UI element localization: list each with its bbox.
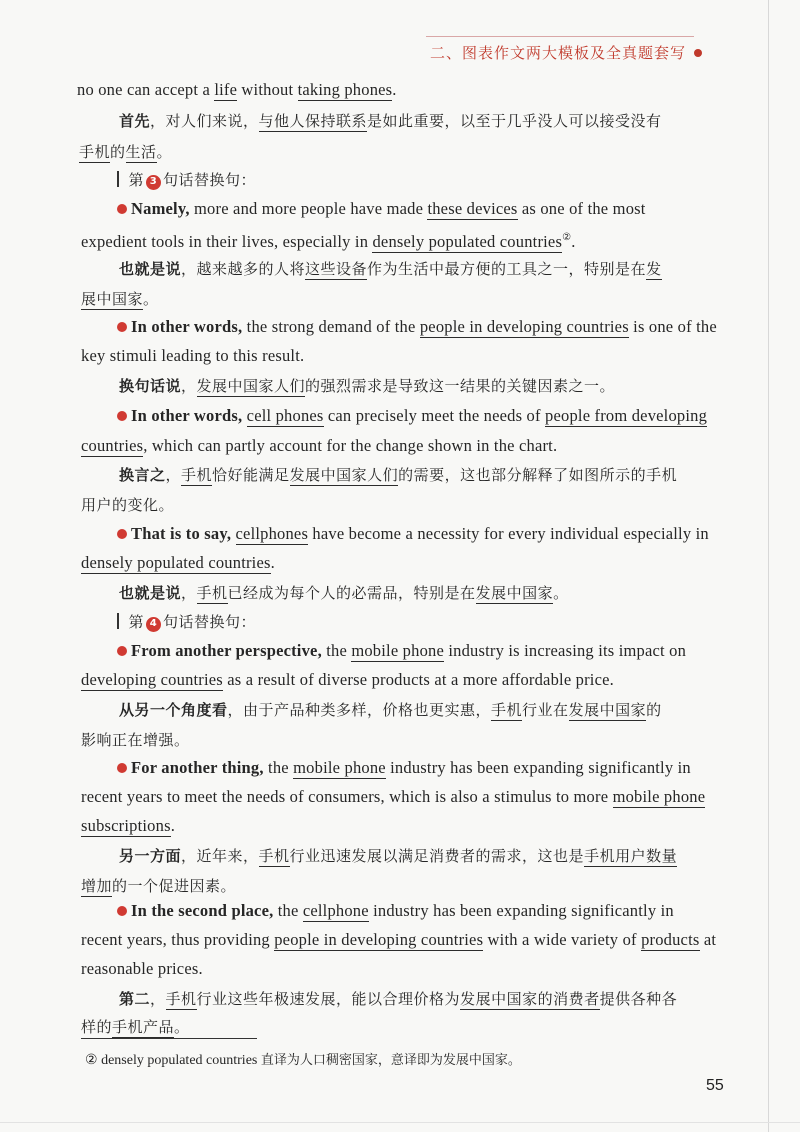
translation-line: 从另一个角度看，由于产品种类多样，价格也更实惠，手机行业在发展中国家的 — [119, 701, 662, 719]
bullet-icon — [117, 411, 127, 421]
text-line: countries, which can partly account for the change shown in the chart. — [81, 436, 558, 455]
text-line: reasonable prices. — [81, 959, 203, 978]
text-line: key stimuli leading to this result. — [81, 346, 305, 365]
page-edge — [768, 0, 769, 1132]
example-sentence: For another thing, the mobile phone industry has been expanding significantly in — [117, 757, 691, 779]
translation-line: 另一方面，近年来，手机行业迅速发展以满足消费者的需求，这也是手机用户数量 — [119, 847, 678, 865]
example-sentence: In the second place, the cellphone industry has been expanding significantly in — [117, 900, 674, 922]
section-bar-icon — [117, 171, 119, 187]
header-dot-icon — [694, 49, 702, 57]
example-sentence: From another perspective, the mobile phone industry is increasing its impact on — [117, 640, 686, 662]
translation-line: 影响正在增强。 — [81, 731, 190, 749]
translation-line: 换句话说，发展中国家人们的强烈需求是导致这一结果的关键因素之一。 — [119, 377, 616, 395]
translation-line: 展中国家。 — [81, 290, 159, 308]
page-bottom-edge — [0, 1122, 800, 1123]
bullet-icon — [117, 529, 127, 539]
example-sentence: In other words, cell phones can precisely meet the needs of people from developing — [117, 405, 707, 427]
text-line: subscriptions. — [81, 816, 176, 835]
translation-line: 首先，对人们来说，与他人保持联系是如此重要，以至于几乎没人可以接受没有 — [119, 112, 662, 130]
text-line: developing countries as a result of diverse products at a more affordable price. — [81, 670, 614, 689]
header-rule — [426, 36, 694, 37]
translation-line: 手机的生活。 — [79, 143, 173, 161]
footnote: ② densely populated countries 直译为人口稠密国家，意译即为发展中国家。 — [85, 1053, 521, 1068]
example-sentence: That is to say, cellphones have become a necessity for every individual especially in — [117, 523, 709, 545]
section-bar-icon — [117, 613, 119, 629]
bullet-icon — [117, 322, 127, 332]
example-sentence: Namely, more and more people have made these devices as one of the most — [117, 198, 646, 220]
translation-line: 换言之，手机恰好能满足发展中国家人们的需要，这也部分解释了如图所示的手机 — [119, 466, 678, 484]
translation-line: 第二，手机行业这些年极速发展，能以合理价格为发展中国家的消费者提供各种各 — [119, 990, 678, 1008]
footnote-ref: ② — [562, 232, 572, 243]
text-line: recent years to meet the needs of consumers, which is also a stimulus to more mobile phone — [81, 787, 706, 806]
header-title: 二、图表作文两大模板及全真题套写 — [429, 44, 686, 62]
number-circle-icon: 3 — [146, 175, 161, 190]
bullet-icon — [117, 646, 127, 656]
example-sentence: In other words, the strong demand of the people in developing countries is one of the — [117, 316, 717, 338]
text-line: recent years, thus providing people in developing countries with a wide variety of products at — [81, 930, 717, 949]
page-number: 55 — [706, 1077, 724, 1094]
section-heading-3: 第 3 句话替换句： — [117, 169, 256, 191]
text-line: densely populated countries. — [81, 553, 275, 572]
footnote-mark: ② — [85, 1053, 98, 1068]
footnote-rule — [81, 1038, 257, 1039]
bullet-icon — [117, 763, 127, 773]
translation-line: 增加的一个促进因素。 — [81, 877, 237, 895]
section-heading-4: 第 4 句话替换句： — [117, 611, 256, 633]
translation-line: 也就是说，手机已经成为每个人的必需品，特别是在发展中国家。 — [119, 584, 569, 602]
translation-line: 样的手机产品。 — [81, 1018, 190, 1036]
translation-line: 用户的变化。 — [81, 496, 175, 514]
translation-line: 也就是说，越来越多的人将这些设备作为生活中最方便的工具之一，特别是在发 — [119, 260, 662, 278]
running-header — [430, 42, 702, 63]
bullet-icon — [117, 906, 127, 916]
bullet-icon — [117, 204, 127, 214]
text-line: expedient tools in their lives, especially in densely populated countries②. — [81, 232, 576, 251]
number-circle-icon: 4 — [146, 617, 161, 632]
text-line: no one can accept a life without taking phones. — [77, 80, 397, 99]
